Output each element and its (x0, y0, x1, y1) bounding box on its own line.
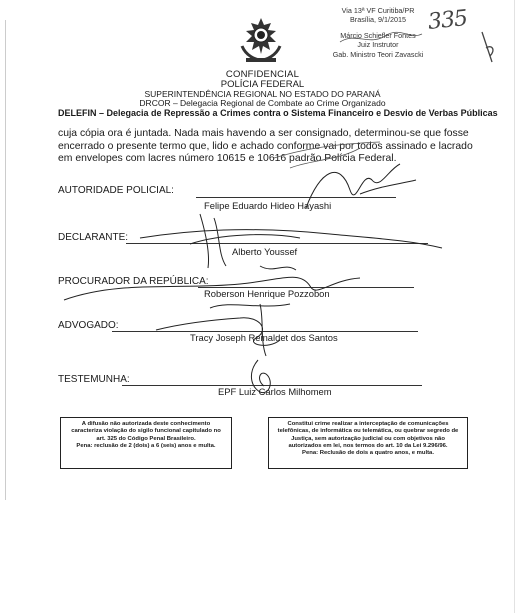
notice-line: autorizados em lei, nos termos do art. 10 da Lei 9.296/96. (288, 442, 448, 449)
signature-name-declarant: Alberto Youssef (232, 246, 298, 257)
notice-line: caracteriza violação do sigilo funcional capitulado no (71, 428, 221, 435)
interception-notice (268, 417, 468, 469)
confidential-heading: CONFIDENCIAL (225, 69, 300, 80)
notice-line: telefônicas, de informática ou telemática, ou quebrar segredo de (277, 428, 459, 435)
signature-label-police: AUTORIDADE POLICIAL: (58, 185, 174, 196)
signature-name-lawyer: Tracy Joseph Reinaldet dos Santos (190, 332, 338, 343)
signature-label-lawyer: ADVOGADO: (58, 320, 119, 331)
notice-line: Constitui crime realizar a interceptação de comunicações (287, 421, 449, 427)
page-number: 335 (426, 6, 469, 35)
stamp-judge-name: Márcio Schiefler Fontes (340, 30, 416, 40)
superintendence-heading: SUPERINTENDÊNCIA REGIONAL NO ESTADO DO PARANÁ (144, 89, 381, 99)
stamp-date: Brasília, 9/1/2015 (350, 15, 406, 25)
agency-heading: POLÍCIA FEDERAL (220, 79, 305, 90)
drcor-heading: DRCOR – Delegacia Regional de Combate ao Crime Organizado (139, 98, 386, 108)
coat-of-arms-icon (236, 16, 286, 64)
signature-name-witness: EPF Luiz Carlos Milhomem (218, 386, 332, 397)
signature-scribble-lawyer (150, 300, 350, 360)
notice-line: art. 325 do Código Penal Brasileiro. (96, 435, 196, 442)
body-line: encerrado o presente termo que, lido e achado conforme vai por todos assinado e lacrado (58, 140, 473, 152)
notice-line: A difusão não autorizada deste conhecimento (81, 421, 211, 427)
stamp-signature (330, 28, 430, 50)
signature-label-declarant: DECLARANTE: (58, 232, 129, 243)
page-number-rubric (478, 26, 500, 66)
stamp-office: Gab. Ministro Teori Zavascki (332, 49, 424, 59)
notice-line: Pena: Reclusão de dois a quatro anos, e multa. (302, 450, 434, 457)
notice-line: Justiça, sem autorização judicial ou com objetivos não (291, 435, 445, 442)
stamp-judge-role: Juiz Instrutor (357, 40, 399, 50)
signature-label-prosecutor: PROCURADOR DA REPÚBLICA: (58, 276, 209, 287)
signature-name-police: Felipe Eduardo Hideo Hayashi (204, 200, 332, 211)
stamp-court: Via 13ª VF Curitiba/PR (341, 6, 415, 15)
confidentiality-notice (60, 417, 232, 469)
signature-scribble-witness (240, 356, 290, 396)
delefin-heading: DELEFIN – Delegacia de Repressão a Crimes contra o Sistema Financeiro e Desvio de Verbas Públicas (58, 108, 498, 118)
body-line: cuja cópia ora é juntada. Nada mais havendo a ser consignado, determinou-se que fosse (58, 128, 469, 139)
notice-line: Pena: reclusão de 2 (dois) a 6 (seis) anos e multa. (76, 442, 216, 449)
signature-name-prosecutor: Roberson Henrique Pozzobon (204, 288, 330, 299)
body-line: em envelopes com lacres número 10615 e 10616 padrão Polícia Federal. (58, 153, 397, 165)
signature-label-witness: TESTEMUNHA: (58, 374, 130, 385)
